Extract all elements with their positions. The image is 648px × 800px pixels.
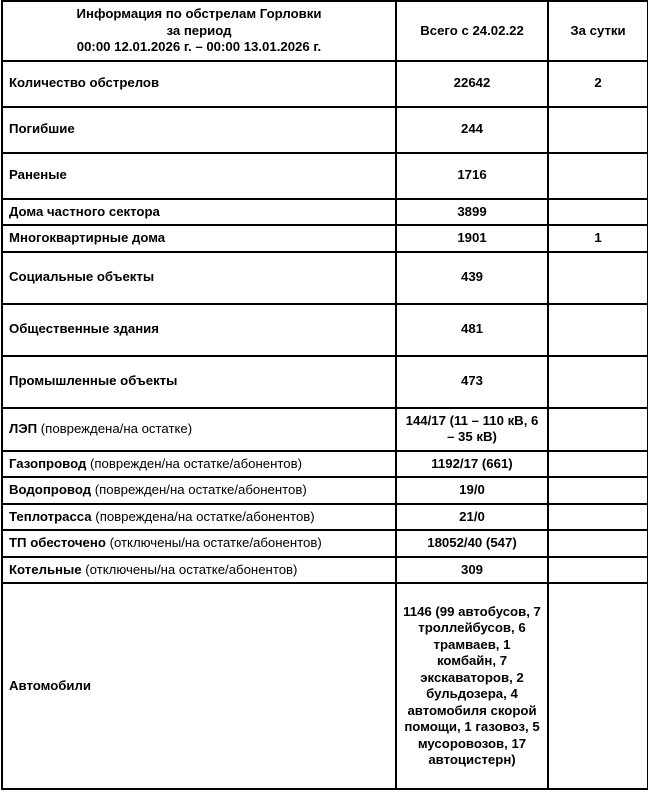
row-label-text: Многоквартирные дома bbox=[9, 230, 166, 245]
row-day bbox=[548, 356, 648, 408]
row-total: 1716 bbox=[396, 153, 548, 199]
row-day bbox=[548, 199, 648, 226]
row-total: 144/17 (11 – 110 кВ, 6 – 35 кВ) bbox=[396, 408, 548, 451]
row-day bbox=[548, 451, 648, 478]
row-label-text: Водопровод bbox=[9, 482, 92, 497]
row-day bbox=[548, 557, 648, 584]
row-label-sub: (поврежден/на остатке/абонентов) bbox=[86, 455, 303, 471]
row-label-text: Количество обстрелов bbox=[9, 75, 160, 91]
table-row bbox=[2, 451, 648, 478]
row-label bbox=[2, 252, 396, 304]
row-label-sub: (отключены/на остатке/абонентов) bbox=[105, 535, 322, 550]
shelling-report-table bbox=[1, 0, 648, 790]
row-total: 1901 bbox=[396, 225, 548, 252]
row-label bbox=[2, 61, 396, 107]
table-row bbox=[2, 252, 648, 304]
table-body bbox=[2, 1, 648, 789]
row-day bbox=[548, 304, 648, 356]
row-label bbox=[2, 477, 396, 504]
table-row bbox=[2, 557, 648, 584]
table-row bbox=[2, 153, 648, 199]
table-row bbox=[2, 530, 648, 557]
row-label-text: Общественные здания bbox=[9, 321, 159, 337]
row-label bbox=[2, 107, 396, 153]
row-total: 481 bbox=[396, 304, 548, 356]
row-label-text: Дома частного сектора bbox=[9, 203, 160, 219]
row-label-text: Раненые bbox=[9, 167, 67, 183]
row-label-sub: (повреждена/на остатке) bbox=[37, 420, 193, 436]
row-label bbox=[2, 530, 396, 557]
row-total: 309 bbox=[396, 557, 548, 584]
row-label bbox=[2, 304, 396, 356]
row-day bbox=[548, 583, 648, 789]
table-row bbox=[2, 477, 648, 504]
row-total: 3899 bbox=[396, 199, 548, 226]
row-label-sub: (поврежден/на остатке/абонентов) bbox=[91, 482, 307, 497]
row-total: 244 bbox=[396, 107, 548, 153]
row-day bbox=[548, 530, 648, 557]
row-day bbox=[548, 477, 648, 504]
table-row-cars bbox=[2, 583, 648, 789]
row-label: Автомобили bbox=[2, 583, 396, 789]
row-day: 2 bbox=[548, 61, 648, 107]
table-row bbox=[2, 504, 648, 531]
row-day: 1 bbox=[548, 225, 648, 252]
row-total: 439 bbox=[396, 252, 548, 304]
row-label-text: ЛЭП bbox=[9, 420, 38, 436]
table-row bbox=[2, 61, 648, 107]
header-title-line-1: Информация по обстрелам Горловки bbox=[76, 6, 322, 21]
table-row bbox=[2, 356, 648, 408]
row-label bbox=[2, 557, 396, 584]
row-total: 22642 bbox=[396, 61, 548, 107]
row-label bbox=[2, 356, 396, 408]
table-header-row bbox=[2, 1, 648, 61]
row-label-sub: (отключены/на остатке/абонентов) bbox=[81, 561, 298, 577]
row-day bbox=[548, 107, 648, 153]
row-label-text: Газопровод bbox=[9, 455, 87, 471]
header-title-line-3: 00:00 12.01.2026 г. – 00:00 13.01.2026 г. bbox=[76, 39, 322, 54]
row-day bbox=[548, 252, 648, 304]
table-row bbox=[2, 408, 648, 451]
table-row bbox=[2, 199, 648, 226]
row-label bbox=[2, 504, 396, 531]
row-total: 18052/40 (547) bbox=[396, 530, 548, 557]
row-day bbox=[548, 504, 648, 531]
row-label bbox=[2, 225, 396, 252]
table-row bbox=[2, 225, 648, 252]
row-label-text: Теплотрасса bbox=[9, 508, 92, 524]
row-label-text: Промышленные объекты bbox=[9, 373, 178, 389]
row-label bbox=[2, 451, 396, 478]
row-total: 1192/17 (661) bbox=[396, 451, 548, 478]
table-row bbox=[2, 304, 648, 356]
row-day bbox=[548, 408, 648, 451]
row-label bbox=[2, 153, 396, 199]
header-title-cell bbox=[2, 1, 396, 61]
header-total-cell: Всего с 24.02.22 bbox=[396, 1, 548, 61]
row-day bbox=[548, 153, 648, 199]
header-day-cell: За сутки bbox=[548, 1, 648, 61]
row-label-text: ТП обесточено bbox=[9, 535, 106, 550]
header-title-line-2: за период bbox=[166, 22, 232, 38]
table-row bbox=[2, 107, 648, 153]
row-label-text: Социальные объекты bbox=[9, 269, 155, 285]
row-label-text: Котельные bbox=[9, 561, 82, 577]
row-total: 19/0 bbox=[396, 477, 548, 504]
row-label-sub: (повреждена/на остатке/абонентов) bbox=[91, 508, 315, 524]
row-total: 21/0 bbox=[396, 504, 548, 531]
row-label bbox=[2, 199, 396, 226]
row-label bbox=[2, 408, 396, 451]
row-total: 473 bbox=[396, 356, 548, 408]
row-total: 1146 (99 автобусов, 7 троллейбусов, 6 трамваев, 1 комбайн, 7 экскаваторов, 2 бульдозера, 4 автомобиля скорой помощи, 1 газовоз, 5 мусоровозов, 17 автоцистерн) bbox=[396, 583, 548, 789]
row-label-text: Погибшие bbox=[9, 121, 75, 137]
